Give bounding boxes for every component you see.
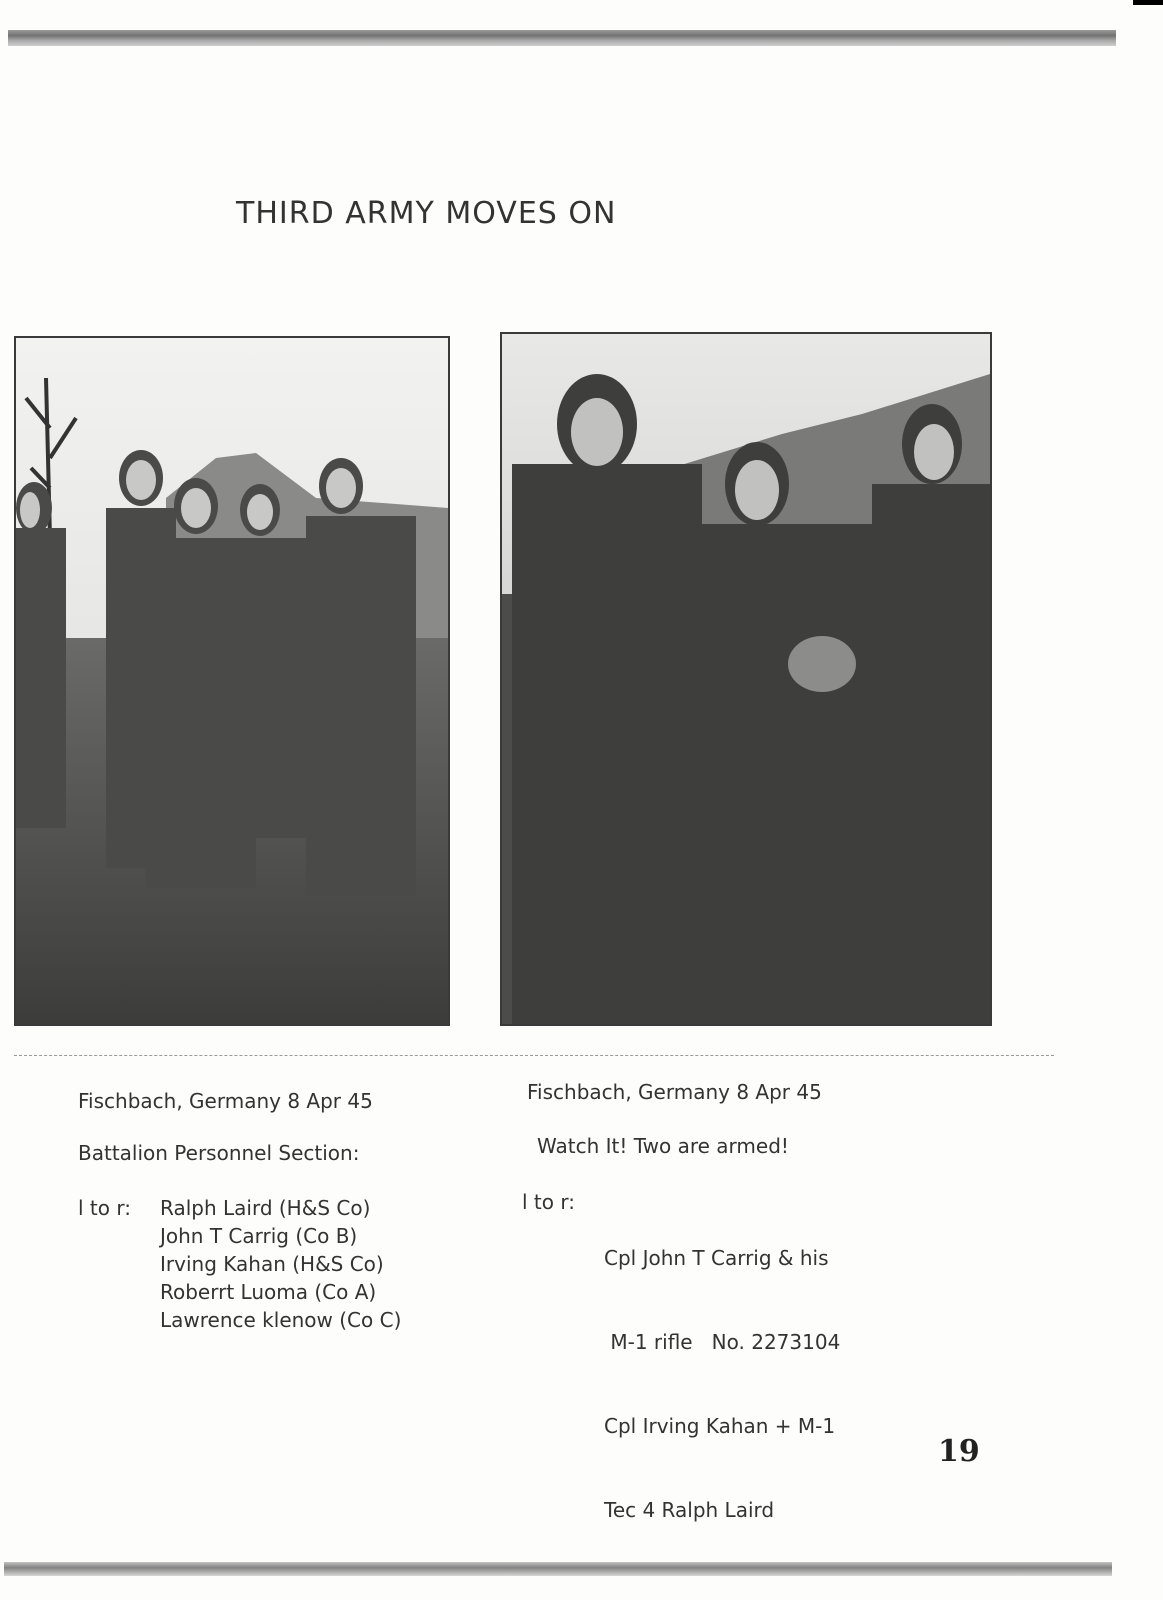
photo-three-soldiers-armed: [500, 332, 992, 1026]
list-item: John T Carrig (Co B): [160, 1224, 358, 1248]
list-item: M-1 rifle No. 2273104: [604, 1330, 841, 1354]
left-ltor-label: l to r:: [78, 1196, 131, 1220]
left-caption-place-date: Fischbach, Germany 8 Apr 45: [78, 1089, 373, 1113]
scan-edge-top: [8, 30, 1116, 46]
list-item: Lawrence klenow (Co C): [160, 1308, 402, 1332]
right-caption-subtitle: Watch It! Two are armed!: [537, 1134, 789, 1158]
right-name-list: [604, 1188, 840, 1580]
right-caption-place-date: Fischbach, Germany 8 Apr 45: [527, 1080, 822, 1104]
page-number: 19: [938, 1434, 980, 1469]
list-item: Roberrt Luoma (Co A): [160, 1280, 377, 1304]
section-divider: [14, 1055, 1054, 1056]
list-item: Tec 4 Ralph Laird: [604, 1498, 775, 1522]
list-item: Cpl Irving Kahan + M-1: [604, 1414, 836, 1438]
list-item: Irving Kahan (H&S Co): [160, 1252, 384, 1276]
left-name-list: [160, 1194, 401, 1334]
group-photo-five-soldiers: [14, 336, 450, 1026]
right-ltor-label: l to r:: [522, 1190, 575, 1214]
list-item: Cpl John T Carrig & his: [604, 1246, 829, 1270]
page-title: THIRD ARMY MOVES ON: [236, 196, 617, 231]
list-item: Ralph Laird (H&S Co): [160, 1196, 371, 1220]
right-caption-names: [522, 1188, 902, 1522]
scan-edge-bottom: [4, 1562, 1112, 1576]
left-caption-subtitle: Battalion Personnel Section:: [78, 1141, 360, 1165]
left-caption-names: [78, 1194, 458, 1344]
scan-corner-mark: [1133, 0, 1163, 5]
